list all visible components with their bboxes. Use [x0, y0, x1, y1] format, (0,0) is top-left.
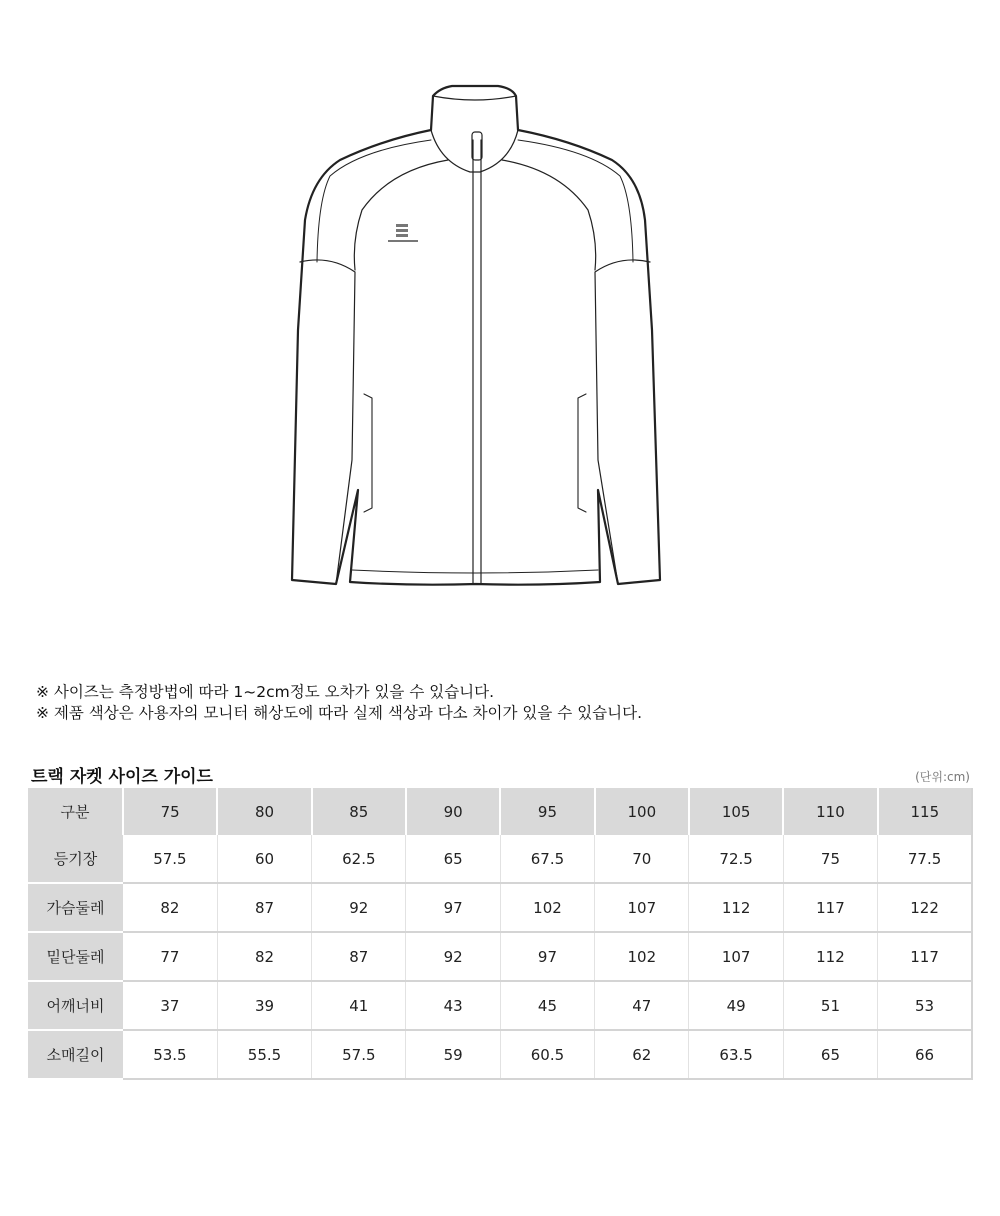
table-cell: 112	[783, 932, 877, 981]
header-cell: 85	[312, 788, 406, 835]
row-label: 어깨너비	[28, 981, 123, 1030]
table-cell: 55.5	[217, 1030, 311, 1079]
table-cell: 41	[312, 981, 406, 1030]
table-cell: 77	[123, 932, 217, 981]
raglan-left	[354, 160, 448, 270]
unit-label: (단위:cm)	[915, 770, 970, 784]
table-cell: 37	[123, 981, 217, 1030]
hem-line	[352, 570, 598, 573]
table-cell: 47	[595, 981, 689, 1030]
header-cell: 75	[123, 788, 217, 835]
table-cell: 57.5	[123, 835, 217, 883]
table-cell: 117	[783, 883, 877, 932]
table-row	[28, 883, 972, 932]
table-cell: 62.5	[312, 835, 406, 883]
table-cell: 70	[595, 835, 689, 883]
table-cell: 60.5	[500, 1030, 594, 1079]
size-notes	[36, 682, 642, 724]
table-cell: 49	[689, 981, 783, 1030]
table-cell: 53.5	[123, 1030, 217, 1079]
table-cell: 63.5	[689, 1030, 783, 1079]
stripe-left	[317, 140, 431, 262]
table-cell: 66	[915, 1045, 935, 1064]
table-cell: 82	[123, 883, 217, 932]
row-label: 등기장	[28, 835, 123, 883]
table-cell: 45	[500, 981, 594, 1030]
table-cell: 97	[500, 932, 594, 981]
stripe-right	[518, 140, 633, 262]
table-cell: 87	[217, 883, 311, 932]
table-cell: 107	[689, 932, 783, 981]
collar-band	[433, 96, 516, 100]
table-row	[28, 981, 972, 1030]
header-row	[28, 788, 972, 835]
row-label: 가슴둘레	[28, 883, 123, 932]
chest-logo	[388, 224, 418, 242]
table-cell: 43	[406, 981, 500, 1030]
header-cell: 95	[500, 788, 594, 835]
table-cell: 82	[217, 932, 311, 981]
table-cell: 92	[406, 932, 500, 981]
table-cell: 122	[910, 898, 939, 917]
header-cell: 90	[406, 788, 500, 835]
table-cell: 87	[312, 932, 406, 981]
header-cell: 110	[783, 788, 877, 835]
table-row	[28, 1030, 972, 1079]
pocket-right	[578, 394, 586, 512]
header-cell: 구분	[28, 788, 123, 835]
table-cell: 117	[910, 947, 939, 966]
table-row	[28, 932, 972, 981]
header-cell: 115	[878, 788, 972, 835]
table-cell: 57.5	[312, 1030, 406, 1079]
table-cell: 59	[406, 1030, 500, 1079]
table-cell: 102	[500, 883, 594, 932]
table-row	[28, 835, 972, 883]
size-guide-title: 트랙 자켓 사이즈 가이드	[31, 767, 213, 787]
table-cell: 102	[595, 932, 689, 981]
table-cell: 107	[595, 883, 689, 932]
table-cell: 51	[783, 981, 877, 1030]
size-table	[28, 788, 973, 1080]
jacket-outline	[292, 86, 660, 585]
table-cell: 39	[217, 981, 311, 1030]
raglan-right	[502, 160, 596, 270]
sleeve-panel-right	[595, 260, 650, 584]
note-color: ※ 제품 색상은 사용자의 모니터 해상도에 따라 실제 색상과 다소 차이가 있을 수 있습니다.	[36, 704, 643, 722]
table-cell: 97	[406, 883, 500, 932]
table-cell: 75	[783, 835, 877, 883]
table-cell: 92	[312, 883, 406, 932]
header-cell: 80	[217, 788, 311, 835]
note-measurement: ※ 사이즈는 측정방법에 따라 1~2cm정도 오차가 있을 수 있습니다.	[36, 683, 495, 701]
table-cell: 60	[217, 835, 311, 883]
collar-inner	[431, 130, 518, 172]
row-label: 소매길이	[28, 1030, 123, 1079]
table-cell: 65	[406, 835, 500, 883]
table-cell: 67.5	[500, 835, 594, 883]
table-cell: 77.5	[907, 849, 942, 868]
table-cell: 62	[595, 1030, 689, 1079]
pocket-left	[364, 394, 372, 512]
header-cell: 105	[689, 788, 783, 835]
table-cell: 65	[783, 1030, 877, 1079]
table-cell: 112	[689, 883, 783, 932]
row-label: 밑단둘레	[28, 932, 123, 981]
header-cell: 100	[595, 788, 689, 835]
table-cell: 72.5	[689, 835, 783, 883]
table-cell: 53	[915, 996, 935, 1015]
